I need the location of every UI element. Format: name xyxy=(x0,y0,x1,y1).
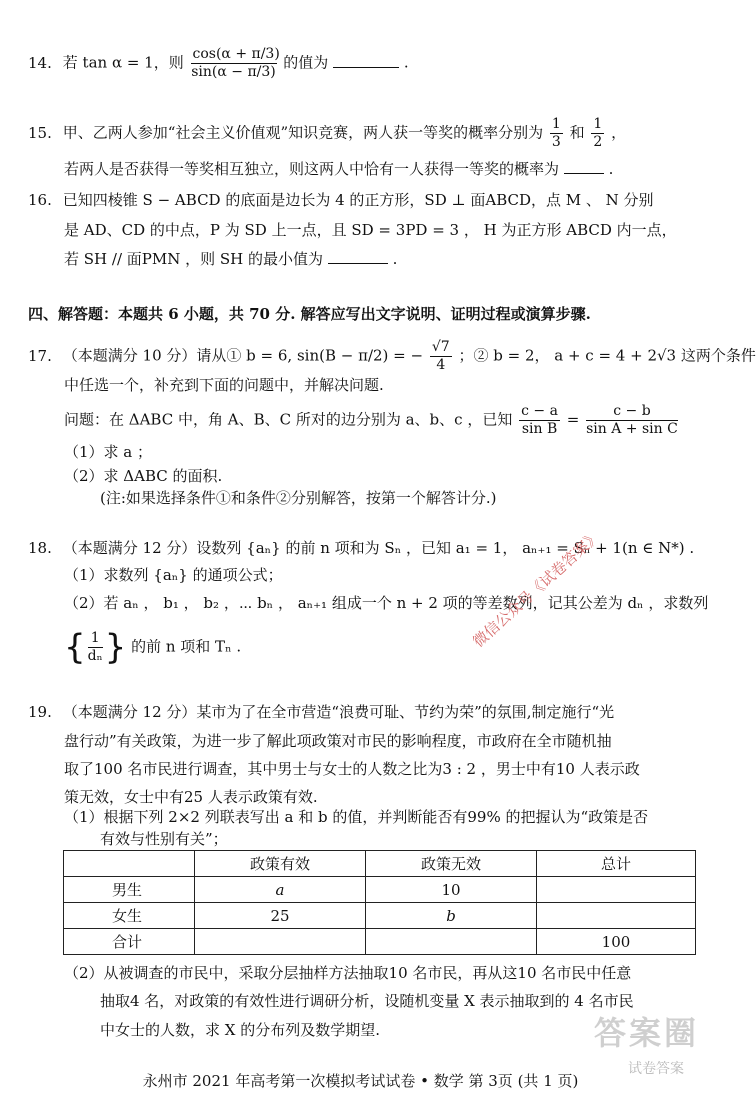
q19-sub-1-line-1: （1）根据下列 2×2 列联表写出 a 和 b 的值，并判断能否有99% 的把握认为“政策是否 xyxy=(64,808,649,826)
q17-sub-1: （1）求 a ； xyxy=(64,443,153,461)
table-header-cell xyxy=(64,851,195,877)
q15-prob-2-num: 1 xyxy=(593,116,603,132)
q15-conj: 和 xyxy=(569,123,585,142)
table-cell: b xyxy=(366,903,537,929)
left-brace-icon: { xyxy=(64,627,86,668)
watermark-text: 微信公众号《试卷答案》 xyxy=(469,527,605,651)
q19-line-4: 策无效，女士中有25 人表示政策有效. xyxy=(64,788,318,806)
contingency-table xyxy=(63,850,696,955)
q15-prob-1-num: 1 xyxy=(551,116,561,132)
q16-line-3 xyxy=(64,248,397,270)
q16-text-1: 已知四棱锥 S − ABCD 的底面是边长为 4 的正方形，SD ⊥ 面ABCD，点 M 、 N 分别 xyxy=(62,191,654,209)
q17-text-1a: （本题满分 10 分）请从① b = 6, sin(B − π/2) = − xyxy=(62,346,424,365)
table-row xyxy=(64,877,696,903)
q19-line-3: 取了100 名市民进行调查，其中男士与女士的人数之比为3 : 2 ，男士中有10 人表示政 xyxy=(64,760,640,778)
page-footer: 永州市 2021 年高考第一次模拟考试试卷 • 数学 第 3页 (共 1 页) xyxy=(142,1072,579,1090)
q15-line-2 xyxy=(64,158,613,180)
q15-prob-2 xyxy=(591,116,604,151)
q17-sqrt-fraction xyxy=(430,339,452,374)
q14-answer-blank[interactable] xyxy=(333,53,399,68)
q17-note: (注:如果选择条件①和条件②分别解答，按第一个解答计分.) xyxy=(100,489,497,507)
table-row-label: 男生 xyxy=(64,877,195,903)
q15-number: 15. xyxy=(28,123,52,142)
q15-end: . xyxy=(608,160,614,178)
q17-fraction-1 xyxy=(519,403,560,438)
answer-logo-caption: 试卷答案 xyxy=(628,1061,684,1077)
answer-logo: 答案圈 xyxy=(594,1014,700,1052)
q19-line-2: 盘行动”有关政策，为进一步了解此项政策对市民的影响程度，市政府在全市随机抽 xyxy=(64,732,612,750)
table-cell: 100 xyxy=(537,929,696,955)
table-cell xyxy=(537,877,696,903)
q19-sub-2-line-1: （2）从被调查的市民中，采取分层抽样方法抽取10 名市民，再从这10 名市民中任意 xyxy=(64,964,632,982)
q16-answer-blank[interactable] xyxy=(328,249,388,264)
q16-end: . xyxy=(392,250,398,268)
table-cell xyxy=(366,929,537,955)
table-cell xyxy=(195,929,366,955)
q19-text-1: （本题满分 12 分）某市为了在全市营造“浪费可耻、节约为荣”的氛围,制定施行“光 xyxy=(62,703,615,721)
q18-sub-2: （2）若 aₙ ， b₁ ， b₂ ，⋯ bₙ ， aₙ₊₁ 组成一个 n + 2 项的等差数列，记其公差为 dₙ ，求数列 xyxy=(64,594,709,612)
q17-sub-2: （2）求 ΔABC 的面积. xyxy=(64,467,223,485)
q17-line-1 xyxy=(28,339,756,374)
q15-text-1: 甲、乙两人参加“社会主义价值观”知识竞赛，两人获一等奖的概率分别为 xyxy=(62,123,544,142)
q18-fraction xyxy=(88,630,103,665)
q18-sub-2-end: 的前 n 项和 Tₙ . xyxy=(131,637,242,656)
q17-text-3a: 问题：在 ΔABC 中，角 A、B、C 所对的边分别为 a、b、c ，已知 xyxy=(64,410,513,429)
q14-end: . xyxy=(403,53,409,72)
q17-sqrt-num: √7 xyxy=(431,339,450,355)
q19-sub-2-line-2: 抽取4 名，对政策的有效性进行调研分析，设随机变量 X 表示抽取到的 4 名市民 xyxy=(100,992,634,1010)
table-row xyxy=(64,903,696,929)
q17-f2-num: c − b xyxy=(586,403,678,421)
q17-line-3 xyxy=(64,403,680,438)
q14-numerator: cos(α + π/3) xyxy=(192,46,280,62)
q16-line-2 xyxy=(64,219,677,241)
table-header-row xyxy=(64,851,696,877)
q17-number: 17. xyxy=(28,346,52,365)
q19-line-1 xyxy=(28,701,614,723)
q14-denominator: sin(α − π/3) xyxy=(191,64,276,80)
q18-text-1: （本题满分 12 分）设数列 {aₙ} 的前 n 项和为 Sₙ ，已知 a₁ = 1， aₙ₊₁ = Sₙ + 1(n ∈ N*) . xyxy=(62,539,695,557)
table-header-cell: 总计 xyxy=(537,851,696,877)
q14-fraction xyxy=(191,46,280,81)
section-4-heading: 四、解答题：本题共 6 小题，共 70 分. 解答应写出文字说明、证明过程或演算步骤. xyxy=(28,305,591,323)
q16-text-2: 是 AD、CD 的中点，P 为 SD 上一点，且 SD = 3PD = 3 ， H 为正方形 ABCD 内一点， xyxy=(64,221,677,239)
q17-f1-num: c − a xyxy=(521,403,558,419)
table-cell: a xyxy=(195,877,366,903)
q17-line-2: 中任选一个，补充到下面的问题中，并解决问题. xyxy=(64,376,384,394)
q16-line-1 xyxy=(28,189,654,211)
q17-text-1b: ；② b = 2， a + c = 4 + 2√3 这两个条件 xyxy=(458,346,756,365)
q15-line-1 xyxy=(28,116,626,151)
q14-number: 14. xyxy=(28,53,52,72)
right-brace-icon: } xyxy=(104,627,127,668)
q18-sub-2-line-2 xyxy=(64,627,242,668)
q17-fraction-2 xyxy=(586,403,678,438)
q14-line xyxy=(28,46,409,81)
q15-prob-2-den: 2 xyxy=(593,134,603,150)
q17-equals: = xyxy=(566,410,580,429)
table-header-cell: 政策有效 xyxy=(195,851,366,877)
q15-prob-1-den: 3 xyxy=(551,134,561,150)
q14-text-b: 的值为 xyxy=(283,53,329,72)
q17-sqrt-den: 4 xyxy=(436,357,446,373)
q19-sub-2-line-3: 中女士的人数，求 X 的分布列及数学期望. xyxy=(100,1021,380,1039)
q17-f2-den: sin A + sin C xyxy=(586,421,678,437)
table-cell: 25 xyxy=(195,903,366,929)
q15-prob-1 xyxy=(550,116,563,151)
table-row xyxy=(64,929,696,955)
table-cell xyxy=(537,903,696,929)
q14-text-a: 若 tan α = 1，则 xyxy=(62,53,184,72)
q16-number: 16. xyxy=(28,191,52,209)
q18-number: 18. xyxy=(28,539,52,557)
table-cell: 10 xyxy=(366,877,537,903)
q15-answer-blank[interactable] xyxy=(564,159,604,174)
q18-frac-den: dₙ xyxy=(87,648,103,664)
q19-number: 19. xyxy=(28,703,52,721)
table-row-label: 女生 xyxy=(64,903,195,929)
table-row-label: 合计 xyxy=(64,929,195,955)
q17-f1-den: sin B xyxy=(521,421,558,437)
q18-frac-num: 1 xyxy=(88,630,103,648)
table-header-cell: 政策无效 xyxy=(366,851,537,877)
q16-text-3: 若 SH // 面PMN ，则 SH 的最小值为 xyxy=(64,250,324,268)
q15-comma: ， xyxy=(611,123,627,142)
q15-text-2: 若两人是否获得一等奖相互独立，则这两人中恰有一人获得一等奖的概率为 xyxy=(64,160,560,178)
q19-sub-1-line-2: 有效与性别有关”； xyxy=(100,830,228,848)
q18-sub-1: （1）求数列 {aₙ} 的通项公式； xyxy=(64,566,283,584)
